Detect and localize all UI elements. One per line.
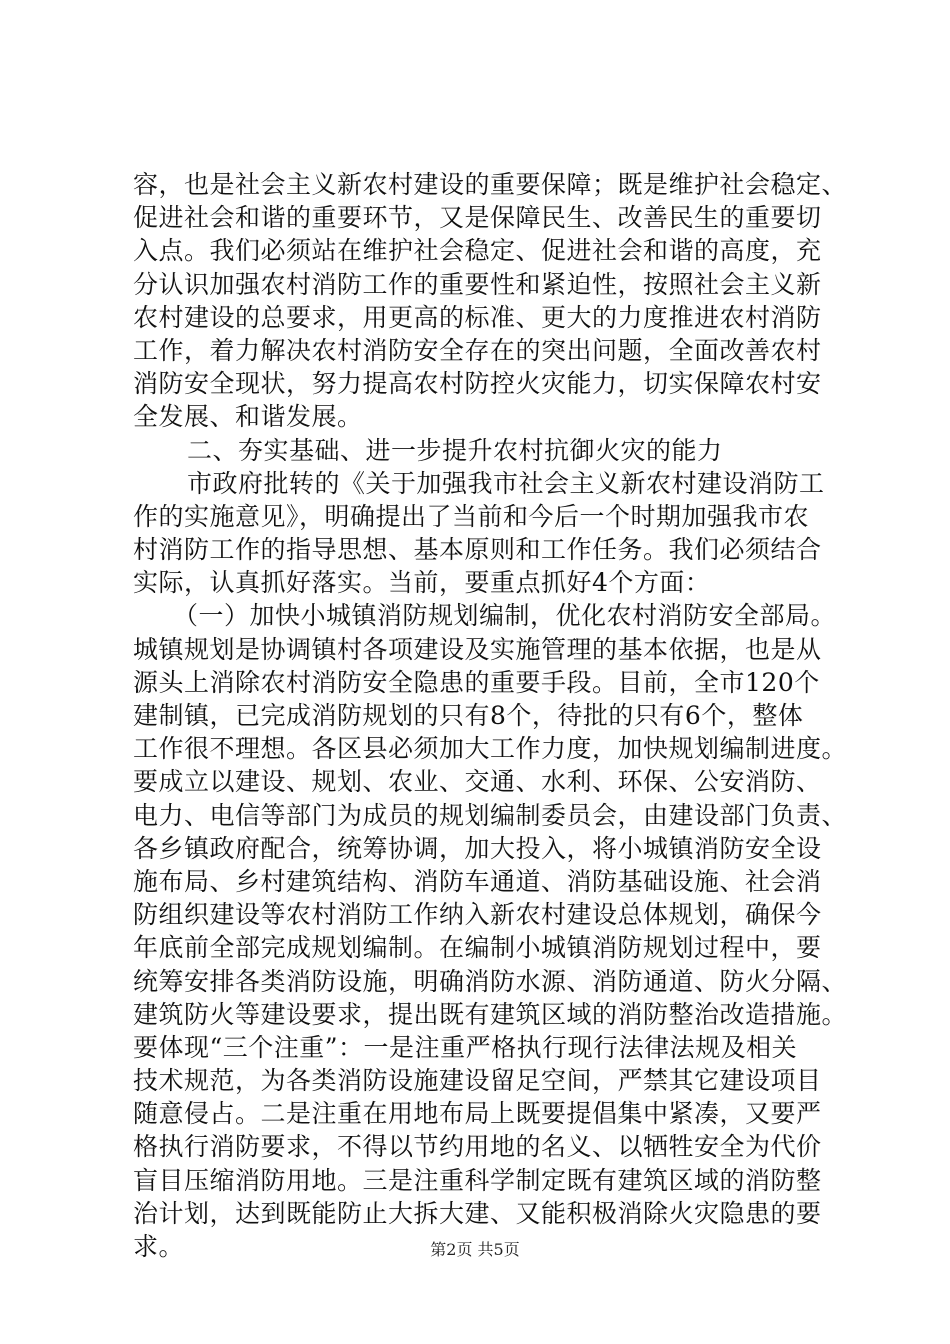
text-line: 要体现“三个注重”：一是注重严格执行现行法律法规及相关 xyxy=(133,1032,798,1062)
text-line: 建制镇，已完成消防规划的只有8个，待批的只有6个，整体 xyxy=(133,701,804,730)
text-line: 统筹安排各类消防设施，明确消防水源、消防通道、防火分隔、 xyxy=(133,966,848,996)
text-line: 防组织建设等农村消防工作纳入新农村建设总体规划，确保今 xyxy=(133,900,822,930)
paragraph-start: 市政府批转的《关于加强我市社会主义新农村建设消防工 xyxy=(187,468,825,498)
text-line: 要成立以建设、规划、农业、交通、水利、环保、公安消防、 xyxy=(133,767,822,797)
text-line: 分认识加强农村消防工作的重要性和紧迫性，按照社会主义新 xyxy=(133,269,822,299)
text-line: 农村建设的总要求，用更高的标准、更大的力度推进农村消防 xyxy=(133,302,822,332)
text-line: 全发展、和谐发展。 xyxy=(133,402,363,432)
text-line: 工作，着力解决农村消防安全存在的突出问题，全面改善农村 xyxy=(133,335,822,365)
text-line: 格执行消防要求，不得以节约用地的名义、以牺牲安全为代价 xyxy=(133,1132,822,1162)
text-line: 作的实施意见》，明确提出了当前和今后一个时期加强我市农 xyxy=(133,501,810,531)
text-line: 治计划，达到既能防止大拆大建、又能积极消除火灾隐患的要 xyxy=(133,1198,822,1228)
text-line: 城镇规划是协调镇村各项建设及实施管理的基本依据，也是从 xyxy=(133,634,822,664)
text-line: 实际，认真抓好落实。当前，要重点抓好4个方面： xyxy=(133,568,711,598)
document-body xyxy=(133,168,848,1263)
text-line: 求。 xyxy=(133,1232,185,1261)
text-line: 盲目压缩消防用地。三是注重科学制定既有建筑区域的消防整 xyxy=(133,1165,822,1195)
text-line: 电力、电信等部门为成员的规划编制委员会，由建设部门负责、 xyxy=(133,800,848,830)
section-heading: 二、夯实基础、进一步提升农村抗御火灾的能力 xyxy=(187,435,723,465)
subsection-heading: （一）加快小城镇消防规划编制，优化农村消防安全部局。 xyxy=(173,601,837,631)
page-number-label: 第2页 共5页 xyxy=(430,1240,520,1259)
text-line: 各乡镇政府配合，统筹协调，加大投入，将小城镇消防安全设 xyxy=(133,833,822,863)
text-line: 入点。我们必须站在维护社会稳定、促进社会和谐的高度，充 xyxy=(133,236,822,266)
text-line: 随意侵占。二是注重在用地布局上既要提倡集中紧凑，又要严 xyxy=(133,1099,822,1129)
text-line: 技术规范，为各类消防设施建设留足空间，严禁其它建设项目 xyxy=(133,1066,822,1096)
text-line: 源头上消除农村消防安全隐患的重要手段。目前，全市120个 xyxy=(133,667,820,697)
text-line: 工作很不理想。各区县必须加大工作力度，加快规划编制进度。 xyxy=(133,734,848,764)
page-footer xyxy=(0,1240,950,1260)
text-line: 村消防工作的指导思想、基本原则和工作任务。我们必须结合 xyxy=(133,535,822,565)
text-line: 容，也是社会主义新农村建设的重要保障；既是维护社会稳定、 xyxy=(133,170,848,199)
text-line: 建筑防火等建设要求，提出既有建筑区域的消防整治改造措施。 xyxy=(133,999,848,1029)
text-line: 促进社会和谐的重要环节，又是保障民生、改善民生的重要切 xyxy=(133,203,822,233)
text-line: 施布局、乡村建筑结构、消防车通道、消防基础设施、社会消 xyxy=(133,866,822,896)
text-line: 年底前全部完成规划编制。在编制小城镇消防规划过程中，要 xyxy=(133,933,822,963)
text-line: 消防安全现状，努力提高农村防控火灾能力，切实保障农村安 xyxy=(133,369,822,399)
